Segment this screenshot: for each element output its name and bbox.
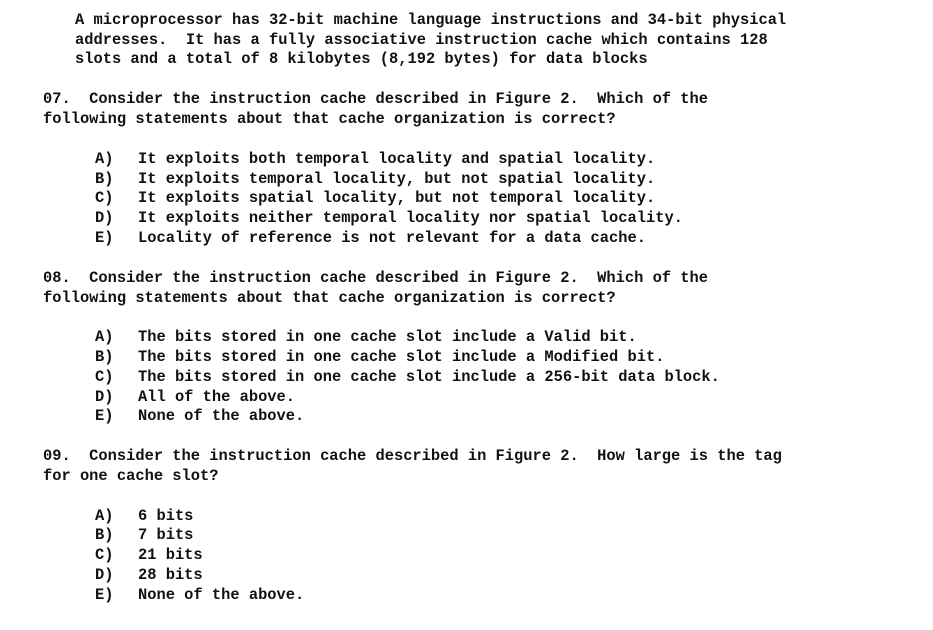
question-stem-line: following statements about that cache organization is correct? [43, 110, 616, 128]
option-text: It exploits spatial locality, but not temporal locality. [138, 189, 656, 207]
option-text: It exploits neither temporal locality nor spatial locality. [138, 209, 683, 227]
option-text: None of the above. [138, 407, 305, 425]
option-text: None of the above. [138, 586, 305, 604]
option-letter: A) [95, 507, 114, 525]
option-letter: E) [95, 229, 114, 247]
option-text: It exploits temporal locality, but not spatial locality. [138, 170, 656, 188]
option-text: It exploits both temporal locality and spatial locality. [138, 150, 656, 168]
question-stem-line: 09. Consider the instruction cache described in Figure 2. How large is the tag [43, 447, 782, 465]
option-letter: A) [95, 328, 114, 346]
option-text: 28 bits [138, 566, 203, 584]
option-letter: A) [95, 150, 114, 168]
option-letter: C) [95, 546, 114, 564]
option-letter: C) [95, 189, 114, 207]
intro-line: addresses. It has a fully associative instruction cache which contains 128 [75, 31, 768, 49]
question-stem-line: following statements about that cache organization is correct? [43, 289, 616, 307]
option-letter: B) [95, 348, 114, 366]
option-letter: D) [95, 566, 114, 584]
intro-line: A microprocessor has 32-bit machine language instructions and 34-bit physical [75, 11, 787, 29]
option-text: 21 bits [138, 546, 203, 564]
question-stem-line: 07. Consider the instruction cache described in Figure 2. Which of the [43, 90, 708, 108]
option-text: The bits stored in one cache slot include a 256-bit data block. [138, 368, 720, 386]
question-stem-line: 08. Consider the instruction cache described in Figure 2. Which of the [43, 269, 708, 287]
option-letter: D) [95, 388, 114, 406]
option-letter: D) [95, 209, 114, 227]
option-text: All of the above. [138, 388, 296, 406]
option-text: 6 bits [138, 507, 194, 525]
option-letter: B) [95, 170, 114, 188]
option-text: The bits stored in one cache slot include a Modified bit. [138, 348, 665, 366]
option-text: Locality of reference is not relevant for a data cache. [138, 229, 646, 247]
option-letter: E) [95, 586, 114, 604]
option-text: 7 bits [138, 526, 194, 544]
option-letter: C) [95, 368, 114, 386]
question-stem-line: for one cache slot? [43, 467, 219, 485]
option-text: The bits stored in one cache slot include a Valid bit. [138, 328, 637, 346]
option-letter: E) [95, 407, 114, 425]
option-letter: B) [95, 526, 114, 544]
intro-line: slots and a total of 8 kilobytes (8,192 bytes) for data blocks [75, 50, 648, 68]
